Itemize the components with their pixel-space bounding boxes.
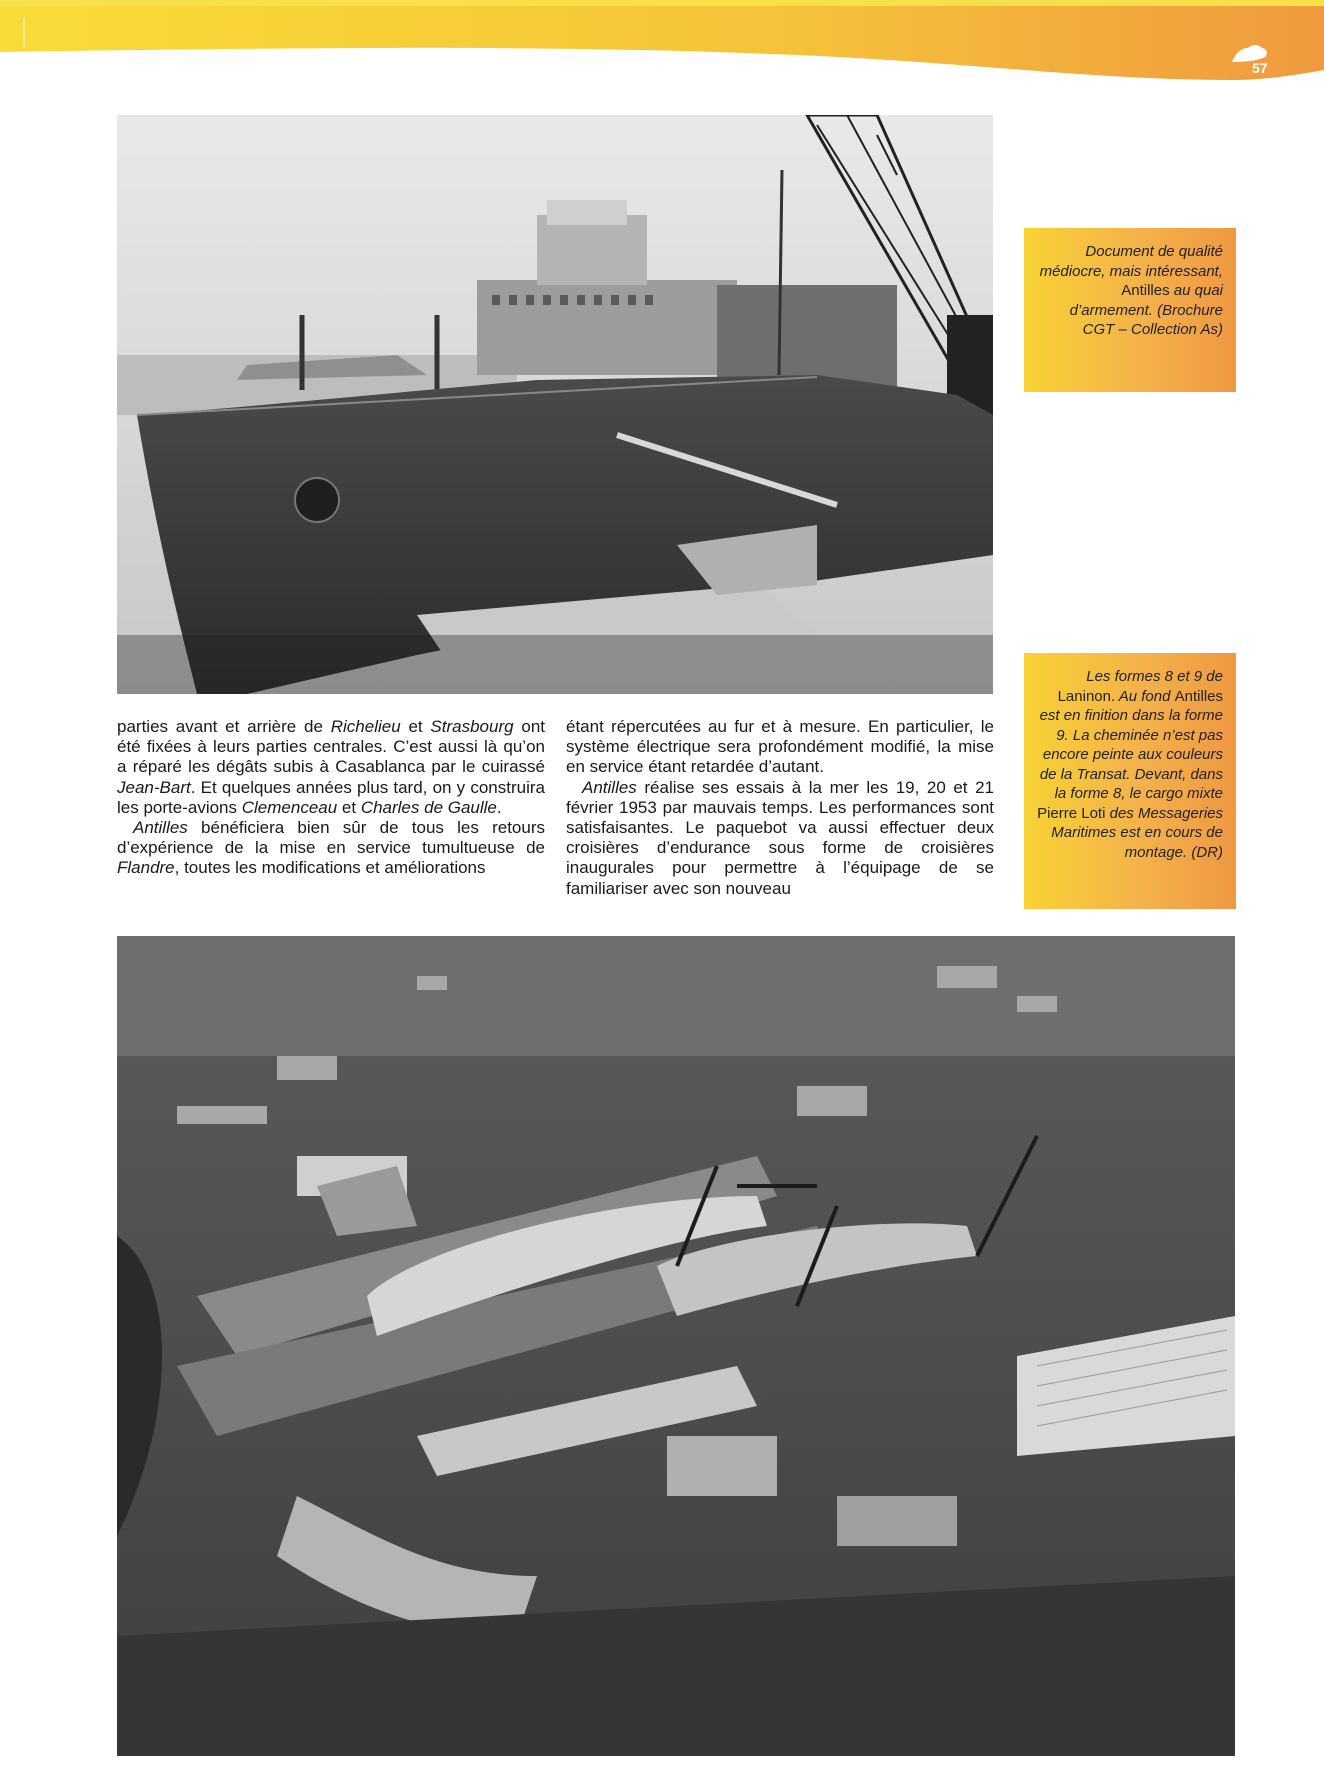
shipyard-aerial-photo [117, 936, 1235, 1756]
article-paragraph [117, 818, 545, 879]
italic-run: Flandre [117, 858, 175, 878]
italic-run: Antilles [582, 777, 637, 797]
text-run: réalise ses essais à la mer les 19, 20 et 21 février 1953 par mauvais temps. Les performances sont satisfaisantes. Le paquebot va aussi effectuer deux croisières d’endurance sous forme de croisières inaugurales pour permettre à l’équipage de se familiariser avec son nouveau [566, 777, 994, 898]
article-column-left [117, 717, 545, 879]
caption-run: Pierre Loti [1037, 804, 1106, 822]
article-paragraph [566, 778, 994, 899]
text-run: ont été fixées à leurs parties centrales. C’est aussi là qu’on a réparé les dégâts subis à Casablanca par le cuirassé [117, 717, 546, 777]
article-paragraph [566, 717, 994, 778]
caption-run: Les formes 8 et 9 de [1086, 668, 1223, 685]
text-run: et [337, 797, 361, 817]
text-run: étant répercutées au fur et à mesure. En particulier, le système électrique sera profondément modifié, la mise en service étant retardée d’autant. [566, 717, 994, 777]
caption-run: des Messageries Maritimes est en cours de montage. (DR) [1051, 804, 1223, 861]
article-column-right [566, 717, 994, 899]
text-run: parties avant et arrière de [117, 717, 331, 736]
caption-run: Antilles [1121, 282, 1170, 299]
text-run: . [496, 797, 502, 817]
header-band [0, 0, 1324, 90]
caption-run: Laninon. [1057, 687, 1116, 705]
text-run: et [400, 717, 431, 736]
caption-run: est en finition dans la forme 9. La cheminée n’est pas encore peinte aux couleurs de la Transat. Devant, dans la forme 8, le cargo mixte [1039, 707, 1223, 802]
text-run: , toutes les modifications et améliorations [174, 858, 486, 878]
ship-photo-caption [1024, 228, 1236, 392]
caption-run: Antilles [1174, 687, 1223, 705]
caption-run: au quai d’armement. (Brochure CGT – Collection As) [1069, 282, 1223, 338]
caption-run: Au fond [1115, 687, 1175, 705]
page-number: 57 [1252, 60, 1268, 76]
article-paragraph [117, 717, 545, 818]
italic-run: Antilles [133, 818, 188, 838]
italic-run: Strasbourg [430, 717, 514, 736]
italic-run: Clemenceau [241, 797, 338, 817]
text-run: bénéficiera bien sûr de tous les retours d’expérience de la mise en service tumultueuse de [117, 818, 545, 858]
shipyard-photo-caption [1024, 653, 1236, 909]
italic-run: Charles de Gaulle [360, 797, 497, 817]
italic-run: Jean-Bart [117, 777, 191, 797]
text-run: . Et quelques années plus tard, on y construira les porte-avions [117, 777, 545, 817]
italic-run: Richelieu [330, 717, 401, 736]
ship-photo [117, 115, 993, 694]
caption-run: Document de qualité médiocre, mais intéressant, [1039, 243, 1223, 280]
